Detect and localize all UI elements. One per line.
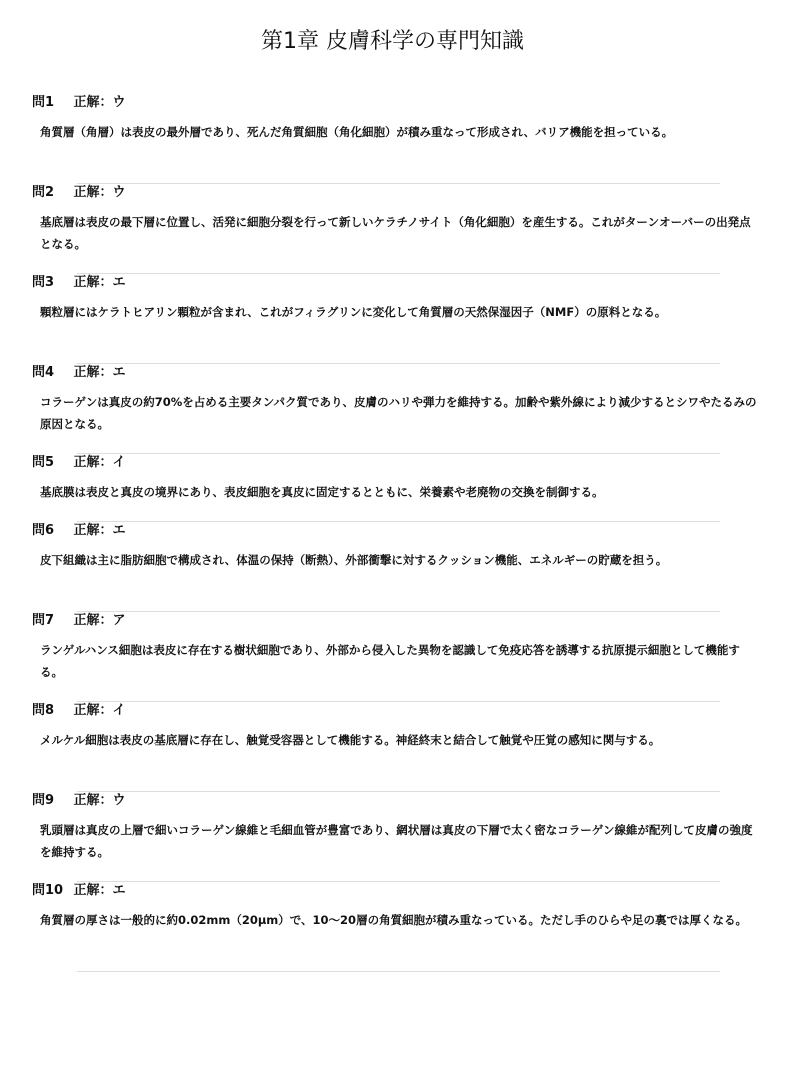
qa-header — [32, 364, 762, 382]
qa-item-5 — [32, 454, 762, 522]
answer-explanation: 顆粒層にはケラトヒアリン顆粒が含まれ、これがフィラグリンに変化して角質層の天然保湿因子（NMF）の原料となる。 — [40, 305, 667, 319]
qa-header — [32, 792, 762, 810]
answer-explanation: 角質層の厚さは一般的に約0.02mm（20μm）で、10〜20層の角質細胞が積み重なっている。ただし手のひらや足の裏では厚くなる。 — [40, 913, 748, 927]
answer-label: 正解：ウ — [73, 793, 126, 808]
answer-label: 正解：エ — [73, 523, 126, 538]
qa-header — [32, 882, 762, 900]
answer-explanation: 皮下組織は主に脂肪細胞で構成され、体温の保持（断熱）、外部衝撃に対するクッション機能、エネルギーの貯蔵を担う。 — [40, 553, 668, 567]
divider — [77, 971, 720, 972]
qa-item-1 — [32, 94, 762, 184]
page-title: 第1章 皮膚科学の専門知識 — [261, 29, 524, 54]
qa-header — [32, 702, 762, 720]
qa-item-4 — [32, 364, 762, 454]
qa-header — [32, 94, 762, 112]
question-number: 問7 — [32, 613, 55, 628]
answer-label: 正解：イ — [73, 703, 126, 718]
answer-label: 正解：エ — [73, 883, 126, 898]
question-number: 問10 — [32, 883, 64, 898]
question-number: 問6 — [32, 523, 55, 538]
answer-label: 正解：エ — [73, 365, 126, 380]
answer-explanation: 基底膜は表皮と真皮の境界にあり、表皮細胞を真皮に固定するとともに、栄養素や老廃物の交換を制御する。 — [40, 485, 604, 499]
qa-list — [32, 94, 762, 972]
qa-item-6 — [32, 522, 762, 612]
qa-header — [32, 184, 762, 202]
answer-explanation: ランゲルハンス細胞は表皮に存在する樹状細胞であり、外部から侵入した異物を認識して免疫応答を誘導する抗原提示細胞として機能する。 — [40, 643, 740, 679]
answer-explanation: コラーゲンは真皮の約70%を占める主要タンパク質であり、皮膚のハリや弾力を維持する。加齢や紫外線により減少するとシワやたるみの原因となる。 — [40, 395, 757, 431]
question-number: 問5 — [32, 455, 55, 470]
answer-label: 正解：ウ — [73, 95, 126, 110]
answer-explanation: メルケル細胞は表皮の基底層に存在し、触覚受容器として機能する。神経終末と結合して触覚や圧覚の感知に関与する。 — [40, 733, 661, 747]
question-number: 問1 — [32, 95, 55, 110]
qa-header — [32, 454, 762, 472]
answer-explanation: 基底層は表皮の最下層に位置し、活発に細胞分裂を行って新しいケラチノサイト（角化細胞）を産生する。これがターンオーバーの出発点となる。 — [40, 215, 751, 251]
qa-item-7 — [32, 612, 762, 702]
answer-label: 正解：エ — [73, 275, 126, 290]
question-number: 問3 — [32, 275, 55, 290]
answer-label: 正解：ア — [73, 613, 126, 628]
qa-item-9 — [32, 792, 762, 882]
question-number: 問9 — [32, 793, 55, 808]
qa-item-2 — [32, 184, 762, 274]
qa-item-3 — [32, 274, 762, 364]
answer-explanation: 角質層（角層）は表皮の最外層であり、死んだ角質細胞（角化細胞）が積み重なって形成され、バリア機能を担っている。 — [40, 125, 674, 139]
qa-item-8 — [32, 702, 762, 792]
answer-label: 正解：イ — [73, 455, 126, 470]
qa-header — [32, 612, 762, 630]
question-number: 問2 — [32, 185, 55, 200]
qa-header — [32, 522, 762, 540]
answer-explanation: 乳頭層は真皮の上層で細いコラーゲン線維と毛細血管が豊富であり、網状層は真皮の下層で太く密なコラーゲン線維が配列して皮膚の強度を維持する。 — [40, 823, 753, 859]
qa-header — [32, 274, 762, 292]
answer-label: 正解：ウ — [73, 185, 126, 200]
question-number: 問4 — [32, 365, 55, 380]
question-number: 問8 — [32, 703, 55, 718]
qa-item-10 — [32, 882, 762, 972]
